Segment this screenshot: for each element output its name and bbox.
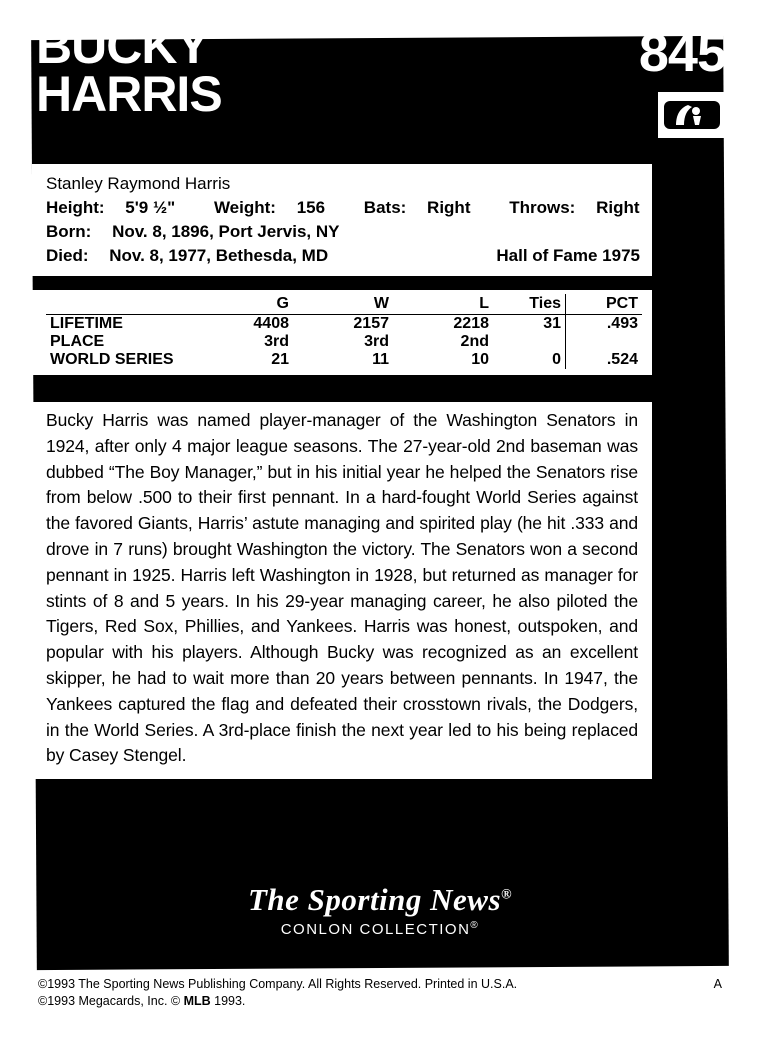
stats-cell-w: 3rd (364, 333, 389, 350)
born-label: Born: (46, 222, 92, 241)
height-label: Height: (46, 198, 105, 217)
player-first-name: BUCKY (36, 18, 209, 74)
player-biography: Bucky Harris was named player-manager of the Washington Senators in 1924, after only 4 major league seasons. The 27-year-old 2nd baseman was dubbed “The Boy Manager,” but in his initial year he helped the Senators rise from below .500 to their first pennant. In a hard-fought World Series against the favored Giants, Harris’ astute managing and spirited play (he hit .333 and drove in 7 runs) brought Washington the victory. The Senators won a second pennant in 1925. Harris left Washington in 1928, but returned as manager for stints of 8 and 5 years. In his 29-year managing career, he also piloted the Tigers, Red Sox, Phillies, and Yankees. Harris was honest, outspoken, and popular with his players. Although Bucky was recognized as an excellent skipper, he had to wait more than 20 years between pennants. In 1947, the Yankees captured the flag and defeated their crosstown rivals, the Dodgers, in the World Series. A 3rd-place finish the next year led to his being replaced by Casey Stengel. (32, 402, 652, 779)
stats-table (46, 294, 642, 369)
stats-row-label: LIFETIME (50, 315, 123, 332)
stats-cell-ties (493, 333, 566, 351)
stats-header-row (46, 294, 642, 315)
stats-header-w: W (293, 294, 393, 315)
height-value: 5'9 ½" (125, 198, 176, 217)
copyright-line-1: ©1993 The Sporting News Publishing Company. All Rights Reserved. Printed in U.S.A. (38, 977, 518, 991)
died-label: Died: (46, 246, 89, 265)
publisher-logo (0, 882, 760, 938)
stats-cell-w: 11 (372, 351, 389, 368)
stats-header-ties: Ties (493, 294, 566, 315)
bio-box (32, 164, 652, 276)
table-row (46, 315, 642, 334)
stats-cell-pct: .493 (566, 315, 643, 334)
brand-text: The Sporting News (247, 882, 502, 917)
stats-cell-g: 4408 (253, 315, 289, 332)
player-name (36, 18, 656, 122)
card-header (36, 18, 656, 162)
throws-value: Right (596, 198, 640, 217)
stats-cell-ties: 0 (552, 351, 561, 368)
stats-row-label: PLACE (50, 333, 105, 350)
weight-value: 156 (296, 198, 326, 217)
stats-header-l: L (393, 294, 493, 315)
stats-header-label (46, 294, 193, 315)
bio-full-name: Stanley Raymond Harris (46, 174, 231, 193)
bats-label: Bats: (363, 198, 407, 217)
stats-cell-pct (566, 333, 643, 351)
copyright-block (38, 976, 722, 1010)
throws-label: Throws: (509, 198, 576, 217)
series-letter: A (713, 977, 722, 991)
stats-header-g: G (193, 294, 293, 315)
collection-text: CONLON COLLECTION (280, 921, 471, 938)
stats-box (32, 290, 652, 375)
born-value: Nov. 8, 1896, Port Jervis, NY (112, 222, 340, 241)
stats-cell-w: 2157 (353, 315, 389, 332)
stats-cell-pct: .524 (566, 351, 643, 369)
sporting-news-brand (0, 882, 760, 918)
stats-header-pct: PCT (566, 294, 643, 315)
stats-cell-l: 2218 (453, 315, 489, 332)
bio-died-line (46, 244, 640, 268)
registered-mark: ® (501, 887, 513, 903)
registered-mark: ® (470, 920, 480, 931)
copyright-mlb: MLB (183, 994, 211, 1008)
bats-value: Right (427, 198, 471, 217)
weight-label: Weight: (213, 198, 276, 217)
card-number: 845 (638, 23, 726, 83)
stats-cell-g: 21 (271, 351, 289, 368)
died-value: Nov. 8, 1977, Bethesda, MD (109, 246, 329, 265)
stats-row-label: WORLD SERIES (50, 351, 174, 368)
stats-cell-l: 10 (471, 351, 489, 368)
copyright-year: 1993. (210, 994, 246, 1008)
stats-cell-l: 2nd (460, 333, 489, 350)
stats-cell-ties: 31 (543, 315, 561, 332)
copyright-line-2 (38, 993, 722, 1010)
table-row (46, 333, 642, 351)
copyright-megacards: ©1993 Megacards, Inc. © (38, 994, 184, 1008)
mlb-logo-icon (658, 92, 726, 138)
player-last-name: HARRIS (36, 66, 222, 122)
conlon-collection-label (0, 920, 760, 938)
stats-cell-g: 3rd (264, 333, 289, 350)
bio-physical-line (46, 196, 640, 220)
hall-of-fame-badge: Hall of Fame 1975 (496, 246, 640, 265)
table-row (46, 351, 642, 369)
bio-born-line (46, 220, 640, 244)
